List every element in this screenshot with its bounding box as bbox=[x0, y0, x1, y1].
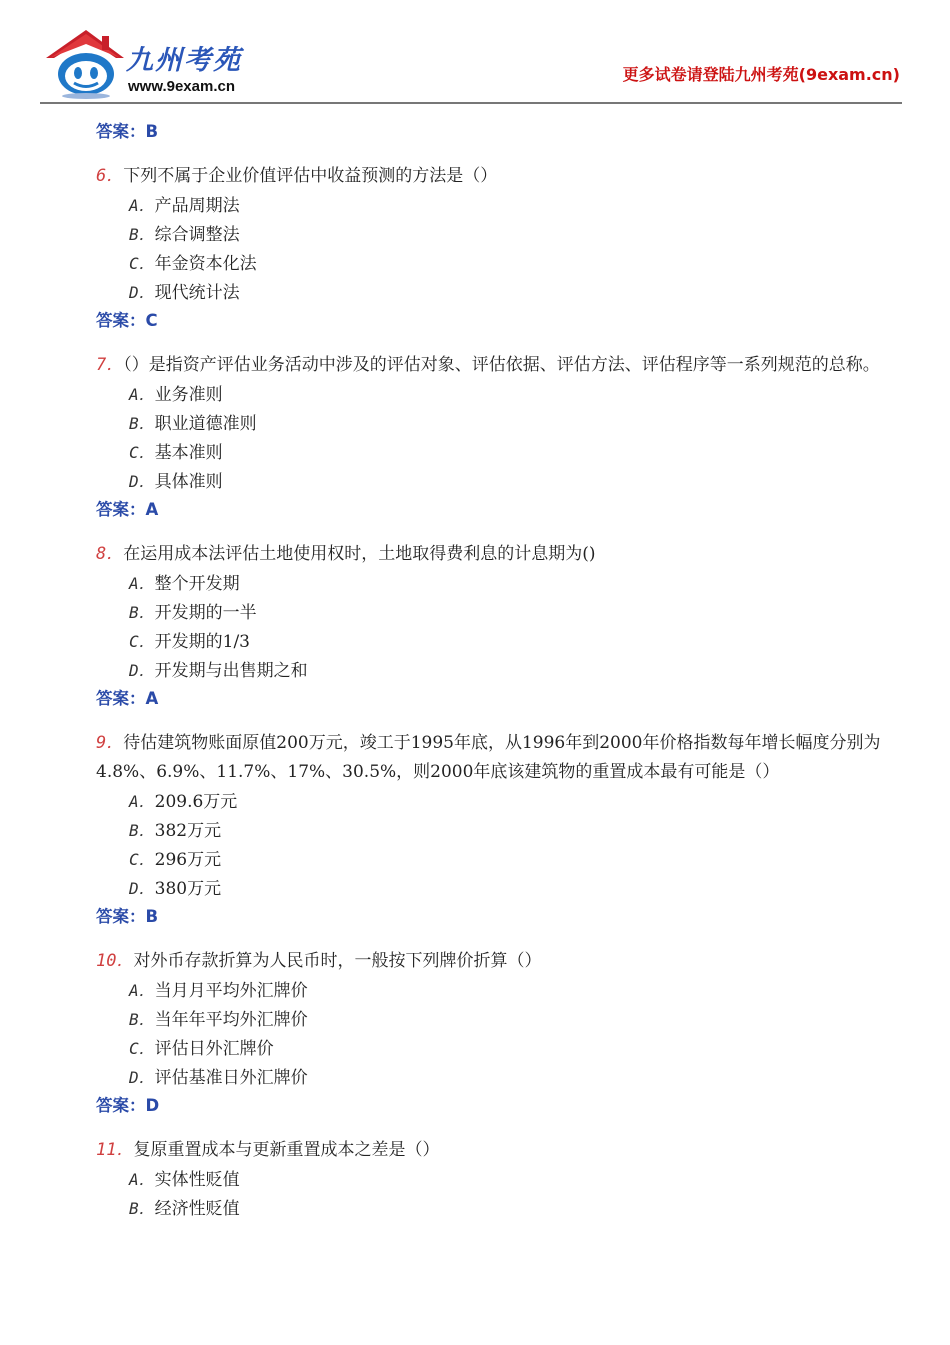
option-label: D． bbox=[129, 283, 155, 302]
option-a bbox=[96, 976, 896, 1005]
option-label: B． bbox=[129, 603, 155, 622]
page-header bbox=[40, 26, 902, 104]
option-d bbox=[96, 1063, 896, 1092]
option-label: B． bbox=[129, 1199, 155, 1218]
question-list bbox=[96, 118, 896, 1223]
header-divider bbox=[40, 102, 902, 104]
option-text: 382万元 bbox=[154, 821, 222, 841]
option-b bbox=[96, 1194, 896, 1223]
question-stem bbox=[96, 729, 896, 787]
question-stem bbox=[96, 1136, 896, 1165]
option-d bbox=[96, 278, 896, 307]
answer: 答案：A bbox=[96, 500, 159, 519]
option-label: B． bbox=[129, 414, 155, 433]
question-stem bbox=[96, 947, 896, 976]
option-a bbox=[96, 569, 896, 598]
logo-url: www.9exam.cn bbox=[128, 78, 235, 95]
question-number: 8． bbox=[96, 544, 124, 564]
option-label: C． bbox=[129, 850, 155, 869]
option-text: 380万元 bbox=[154, 879, 222, 899]
logo-title: 九州考苑 bbox=[126, 45, 242, 76]
option-b bbox=[96, 220, 896, 249]
question-text: 对外币存款折算为人民币时，一般按下列牌价折算（） bbox=[133, 951, 542, 971]
option-text: 开发期的一半 bbox=[154, 603, 257, 623]
option-label: A． bbox=[129, 981, 155, 1000]
option-text: 评估日外汇牌价 bbox=[154, 1039, 274, 1059]
option-text: 基本准则 bbox=[154, 443, 223, 463]
option-label: B． bbox=[129, 1010, 155, 1029]
option-label: A． bbox=[129, 574, 155, 593]
option-label: C． bbox=[129, 632, 155, 651]
option-c bbox=[96, 438, 896, 467]
question-text: 在运用成本法评估土地使用权时，土地取得费利息的计息期为() bbox=[123, 544, 596, 564]
house-logo-icon bbox=[42, 28, 126, 100]
question-number: 6． bbox=[96, 166, 124, 186]
question-7 bbox=[96, 351, 896, 524]
option-text: 当月月平均外汇牌价 bbox=[154, 981, 308, 1001]
option-label: B． bbox=[129, 821, 155, 840]
option-label: A． bbox=[129, 792, 155, 811]
question-8 bbox=[96, 540, 896, 713]
option-text: 开发期的1/3 bbox=[154, 632, 250, 652]
answer: 答案：A bbox=[96, 689, 159, 708]
option-text: 具体准则 bbox=[154, 472, 223, 492]
option-a bbox=[96, 1165, 896, 1194]
option-text: 产品周期法 bbox=[154, 196, 240, 216]
option-label: A． bbox=[129, 385, 155, 404]
option-a bbox=[96, 787, 896, 816]
question-text: 复原重置成本与更新重置成本之差是（） bbox=[133, 1140, 440, 1160]
question-number: 9． bbox=[96, 733, 124, 753]
option-label: D． bbox=[129, 1068, 155, 1087]
option-text: 经济性贬值 bbox=[154, 1199, 240, 1219]
question-stem bbox=[96, 162, 896, 191]
option-text: 开发期与出售期之和 bbox=[154, 661, 308, 681]
option-label: C． bbox=[129, 1039, 155, 1058]
option-b bbox=[96, 409, 896, 438]
option-label: C． bbox=[129, 443, 155, 462]
question-9 bbox=[96, 729, 896, 931]
question-6 bbox=[96, 162, 896, 335]
question-text: 待估建筑物账面原值200万元，竣工于1995年底，从1996年到2000年价格指数每年增长幅度分别为4.8%、6.9%、11.7%、17%、30.5%，则2000年底该建筑物的重置成本最有可能是（） bbox=[96, 733, 881, 782]
option-label: D． bbox=[129, 661, 155, 680]
question-stem bbox=[96, 351, 896, 380]
more-exams-link[interactable]: 更多试卷请登陆九州考苑(9exam.cn) bbox=[622, 65, 900, 84]
question-text: 下列不属于企业价值评估中收益预测的方法是（） bbox=[123, 166, 498, 186]
option-c bbox=[96, 249, 896, 278]
question-11 bbox=[96, 1136, 896, 1223]
option-d bbox=[96, 656, 896, 685]
option-text: 实体性贬值 bbox=[154, 1170, 240, 1190]
option-label: D． bbox=[129, 879, 155, 898]
option-a bbox=[96, 191, 896, 220]
option-b bbox=[96, 1005, 896, 1034]
option-a bbox=[96, 380, 896, 409]
option-label: D． bbox=[129, 472, 155, 491]
option-text: 现代统计法 bbox=[154, 283, 240, 303]
option-text: 209.6万元 bbox=[154, 792, 238, 812]
option-text: 职业道德准则 bbox=[154, 414, 257, 434]
question-stem bbox=[96, 540, 896, 569]
option-label: C． bbox=[129, 254, 155, 273]
answer: 答案：D bbox=[96, 1096, 160, 1115]
option-b bbox=[96, 816, 896, 845]
option-label: A． bbox=[129, 196, 155, 215]
option-text: 综合调整法 bbox=[154, 225, 240, 245]
question-text: （）是指资产评估业务活动中涉及的评估对象、评估依据、评估方法、评估程序等一系列规范的总称。 bbox=[123, 355, 880, 375]
option-text: 整个开发期 bbox=[154, 574, 240, 594]
option-text: 296万元 bbox=[154, 850, 222, 870]
option-label: A． bbox=[129, 1170, 155, 1189]
option-c bbox=[96, 845, 896, 874]
option-text: 业务准则 bbox=[154, 385, 223, 405]
option-text: 年金资本化法 bbox=[154, 254, 257, 274]
option-text: 当年年平均外汇牌价 bbox=[154, 1010, 308, 1030]
site-logo[interactable] bbox=[40, 26, 270, 100]
question-number: 11． bbox=[96, 1140, 134, 1160]
option-d bbox=[96, 467, 896, 496]
question-10 bbox=[96, 947, 896, 1120]
option-c bbox=[96, 627, 896, 656]
option-b bbox=[96, 598, 896, 627]
answer-previous: 答案：B bbox=[96, 122, 159, 141]
option-label: B． bbox=[129, 225, 155, 244]
answer: 答案：C bbox=[96, 311, 158, 330]
question-number: 10． bbox=[96, 951, 134, 971]
question-number: 7． bbox=[96, 355, 124, 375]
answer: 答案：B bbox=[96, 907, 159, 926]
option-d bbox=[96, 874, 896, 903]
option-text: 评估基准日外汇牌价 bbox=[154, 1068, 308, 1088]
option-c bbox=[96, 1034, 896, 1063]
